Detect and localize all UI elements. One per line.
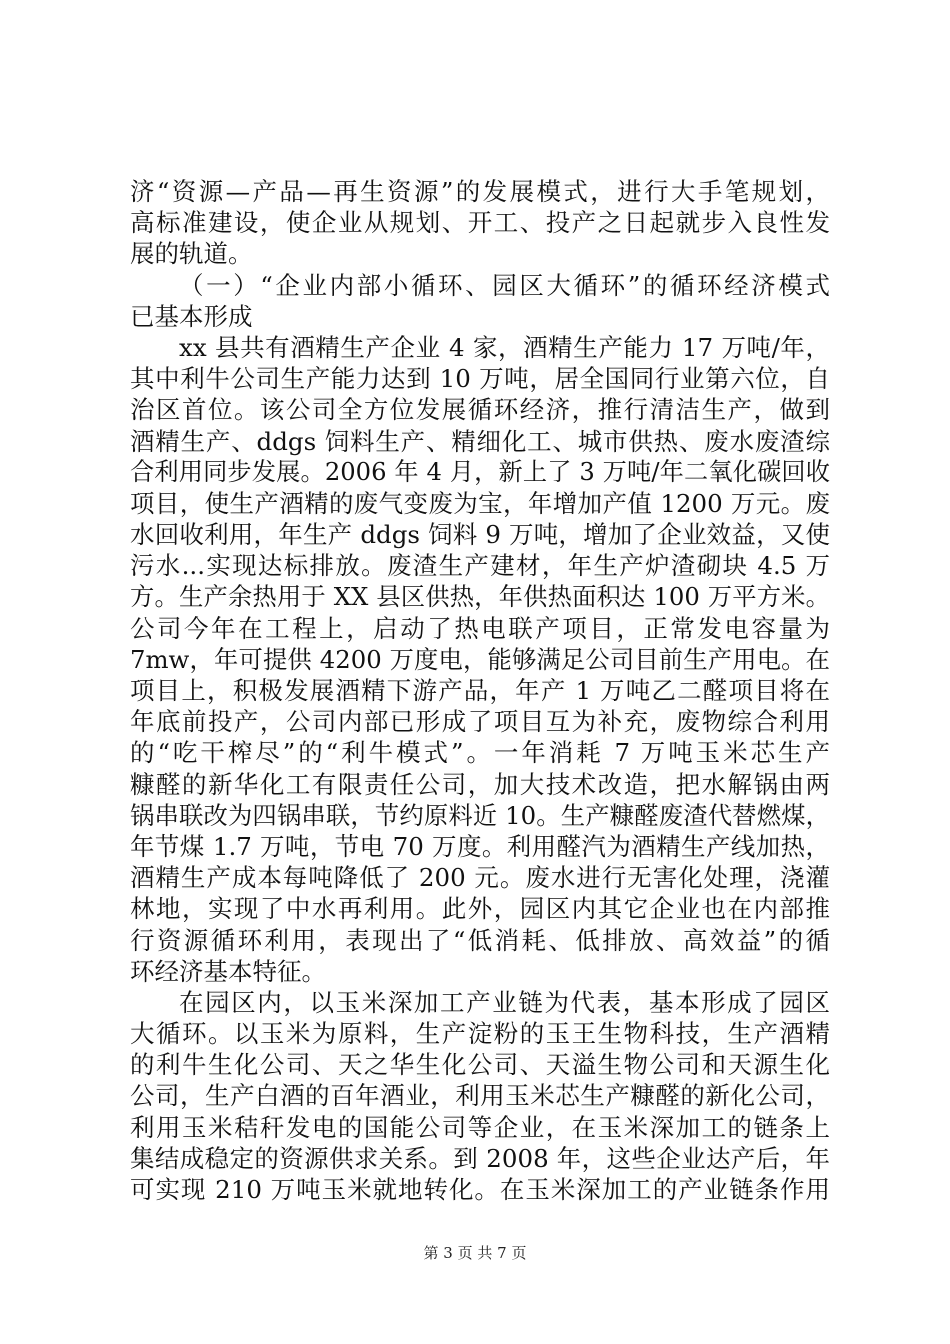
text-line: 项目上，积极发展酒精下游产品，年产 1 万吨乙二醛项目将在 [130,676,830,705]
text-line: 公司今年在工程上，启动了热电联产项目，正常发电容量为 [130,613,830,643]
text-line: 的利牛生化公司、天之华生化公司、天溢生物公司和天源生化 [130,1050,830,1080]
text-line: 展的轨道。 [130,239,253,269]
text-line: 大循环。以玉米为原料，生产淀粉的玉王生物科技，生产酒精 [130,1019,830,1049]
text-line: 酒精生产成本每吨降低了 200 元。废水进行无害化处理，浇灌 [130,863,830,893]
text-line: 7mw，年可提供 4200 万度电，能够满足公司目前生产用电。在 [130,644,830,674]
text-line: 在园区内，以玉米深加工产业链为代表，基本形成了园区 [179,987,830,1017]
text-line: 利用玉米秸秆发电的国能公司等企业，在玉米深加工的链条上 [130,1112,830,1142]
text-line: 合利用同步发展。2006 年 4 月，新上了 3 万吨/年二氧化碳回收 [130,457,830,486]
text-line: 行资源循环利用，表现出了“低消耗、低排放、高效益”的循 [130,925,830,955]
text-line: 酒精生产、ddgs 饲料生产、精细化工、城市供热、废水废渣综 [130,426,830,456]
text-line: xx 县共有酒精生产企业 4 家，酒精生产能力 17 万吨/年， [179,332,830,362]
text-line: 济“资源—产品—再生资源”的发展模式，进行大手笔规划， [130,177,830,206]
text-line: 糠醛的新华化工有限责任公司，加大技术改造，把水解锅由两 [130,769,830,799]
text-line: 污水...实现达标排放。废渣生产建材，年生产炉渣砌块 4.5 万 [130,551,830,581]
text-line: 的“吃干榨尽”的“利牛模式”。一年消耗 7 万吨玉米芯生产 [130,738,830,768]
document-body [130,176,830,1205]
text-line: 锅串联改为四锅串联，节约原料近 10。生产糠醛废渣代替燃煤， [130,800,830,830]
text-line: 治区首位。该公司全方位发展循环经济，推行清洁生产，做到 [130,395,830,425]
text-line: 集结成稳定的资源供求关系。到 2008 年，这些企业达产后，年 [130,1143,830,1173]
text-line: 林地，实现了中水再利用。此外，园区内其它企业也在内部推 [130,894,830,924]
text-line: 其中利牛公司生产能力达到 10 万吨，居全国同行业第六位，自 [130,364,830,394]
text-line: 年底前投产，公司内部已形成了项目互为补充，废物综合利用 [130,707,830,737]
text-line: 高标准建设，使企业从规划、开工、投产之日起就步入良性发 [130,208,830,238]
section-heading-line: 已基本形成 [130,301,253,331]
text-line: 可实现 210 万吨玉米就地转化。在玉米深加工的产业链条作用 [130,1175,830,1204]
text-line: 水回收利用，年生产 ddgs 饲料 9 万吨，增加了企业效益，又使 [130,520,830,550]
text-line: 环经济基本特征。 [130,956,326,986]
text-line: 年节煤 1.7 万吨，节电 70 万度。利用醛汽为酒精生产线加热， [130,831,830,861]
text-line: 公司，生产白酒的百年酒业，利用玉米芯生产糠醛的新化公司， [130,1081,830,1111]
page-number-footer: 第 3 页 共 7 页 [423,1244,527,1262]
text-line: 项目，使生产酒精的废气变废为宝，年增加产值 1200 万元。废 [130,488,830,518]
section-heading-line: （一）“企业内部小循环、园区大循环”的循环经济模式 [179,270,830,300]
text-line: 方。生产余热用于 XX 县区供热，年供热面积达 100 万平方米。 [130,582,830,612]
